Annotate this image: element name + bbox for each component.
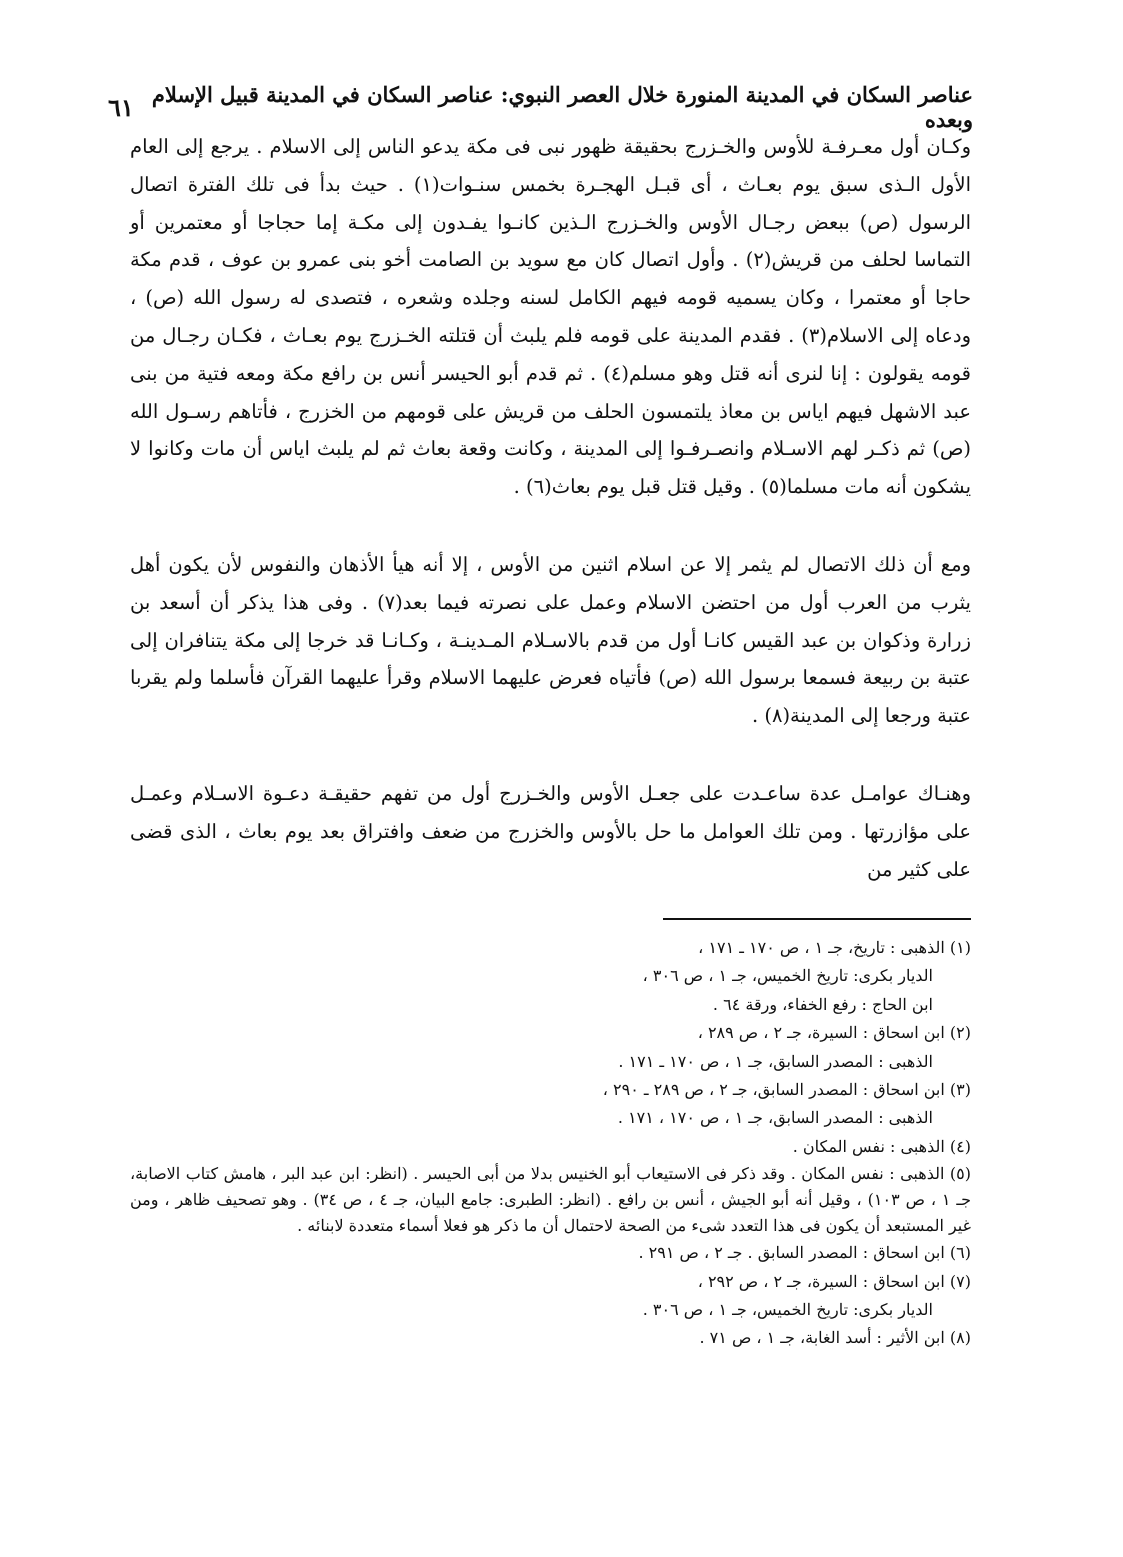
footnote-divider [663, 918, 971, 920]
running-title: عناصر السكان في المدينة المنورة خلال العصر النبوي: عناصر السكان في المدينة قبيل الإسلام وبعده [151, 82, 973, 132]
paragraph: وهنـاك عوامـل عدة ساعـدت على جعـل الأوس والخـزرج أول من تفهم حقيقـة دعـوة الاسـلام وعمـل على مؤازرتها . ومن تلك العوامل ما حل بالأوس والخزرج من ضعف وافتراق بعد يوم بعاث ، الذى قضى على كثير من [130, 781, 971, 881]
footnote-line: (٣) ابن اسحاق : المصدر السابق، جـ ٢ ، ص ٢٨٩ ـ ٢٩٠ ، [602, 1080, 971, 1100]
footnote-line: (٨) ابن الأثير : أسد الغابة، جـ ١ ، ص ٧١ . [699, 1328, 971, 1348]
footnote-line: ابن الحاج : رفع الخفاء، ورقة ٦٤ . [712, 994, 933, 1014]
footnote-line: (٤) الذهبى : نفس المكان . [792, 1136, 971, 1156]
page-number: ٦١ [108, 92, 134, 122]
paragraph: وكـان أول معـرفـة للأوس والخـزرج بحقيقة ظهور نبى فى مكة يدعو الناس إلى الاسلام . يرجع إلى العام الأول الـذى سبق يوم بعـاث ، أى قبـل الهجـرة بخمس سنـوات(١) . حيث بدأ فى تلك الفترة اتصال الرسول (ص) ببعض رجـال الأوس والخـزرج الـذين كانـوا يفـدون إلى مكـة إما حجاجا أو معتمرين أو التماسا لحلف من قريش(٢) . وأول اتصال كان مع سويد بن الصامت أخو بنى عمرو بن عوف ، قدم مكة حاجا أو معتمرا ، وكان يسميه قومه فيهم الكامل لسنه وجلده وشعره ، فتصدى له رسول الله (ص) ، ودعاه إلى الاسلام(٣) . فقدم المدينة على قومه فلم يلبث أن قتلته الخـزرج يوم بعـاث ، فكـان رجـال من قومه يقولون : إنا لنرى أنه قتل وهو مسلم(٤) . ثم قدم أبو الحيسر أنس بن رافع مكة ومعه فتية من بنى عبد الاشهل فيهم اياس بن معاذ يلتمسون الحلف من قريش على قومهم من الخزرج ، فأتاهم رسـول الله (ص) ثم ذكـر لهم الاسـلام وانصـرفـوا إلى المدينة ، وكانت وقعة بعاث ثم لم يلبث اياس أن مات وكانوا لا يشكون أنه مات مسلما(٥) . وقيل قتل قبل يوم بعاث(٦) . [130, 135, 971, 499]
footnote-line: الذهبى : المصدر السابق، جـ ١ ، ص ١٧٠ ـ ١٧١ . [618, 1051, 933, 1071]
footnote-line: (١) الذهبى : تاريخ، جـ ١ ، ص ١٧٠ ـ ١٧١ ، [698, 938, 971, 957]
footnote-line: الديار بكرى: تاريخ الخميس، جـ ١ ، ص ٣٠٦ . [642, 1300, 933, 1320]
footnote-line: الديار بكرى: تاريخ الخميس، جـ ١ ، ص ٣٠٦ ، [642, 966, 933, 986]
paragraph: ومع أن ذلك الاتصال لم يثمر إلا عن اسلام اثنين من الأوس ، إلا أنه هيأ الأذهان والنفوس لأن يكون أهل يثرب من العرب أول من احتضن الاسلام وعمل على نصرته فيما بعد(٧) . وفى هذا يذكر أن أسعد بن زرارة وذكوان بن عبد القيس كانـا أول من قدم بالاسـلام المـدينـة ، وكـانـا قد خرجا إلى مكة يتنافران إلى عتبة بن ربيعة فسمعا برسول الله (ص) فأتياه فعرض عليهما الاسلام وقرأ عليهما القرآن فأسلما ولم يقربا عتبة ورجعا إلى المدينة(٨) . [130, 552, 971, 728]
footnote-line: (٦) ابن اسحاق : المصدر السابق . جـ ٢ ، ص ٢٩١ . [638, 1243, 971, 1263]
footnote-line: (٧) ابن اسحاق : السيرة، جـ ٢ ، ص ٢٩٢ ، [697, 1271, 971, 1291]
footnote-line: (٥) الذهبى : نفس المكان . وقد ذكر فى الاستيعاب أبو الخنيس بدلا من أبى الحيسر . (انظر: ابن عبد البر ، هامش كتاب الاصابة، جـ ١ ، ص ١٠٣) ، وقيل أنه أبو الجيش ، أنس بن رافع . (انظر: الطبرى: جامع البيان، جـ ٤ ، ص ٣٤) . وهو تصحيف ظاهر ، ومن غير المستبعد أن يكون فى هذا التعدد شىء من الصحة لاحتمال أن ما ذكر هو فعلا أسماء متعددة لابنائه . [130, 1164, 972, 1236]
body-text [130, 128, 971, 888]
footnotes [130, 934, 971, 1353]
page-header [108, 82, 973, 132]
footnote-line: الذهبى : المصدر السابق، جـ ١ ، ص ١٧٠ ، ١٧١ . [617, 1108, 933, 1128]
footnote-line: (٢) ابن اسحاق : السيرة، جـ ٢ ، ص ٢٨٩ ، [697, 1023, 971, 1043]
